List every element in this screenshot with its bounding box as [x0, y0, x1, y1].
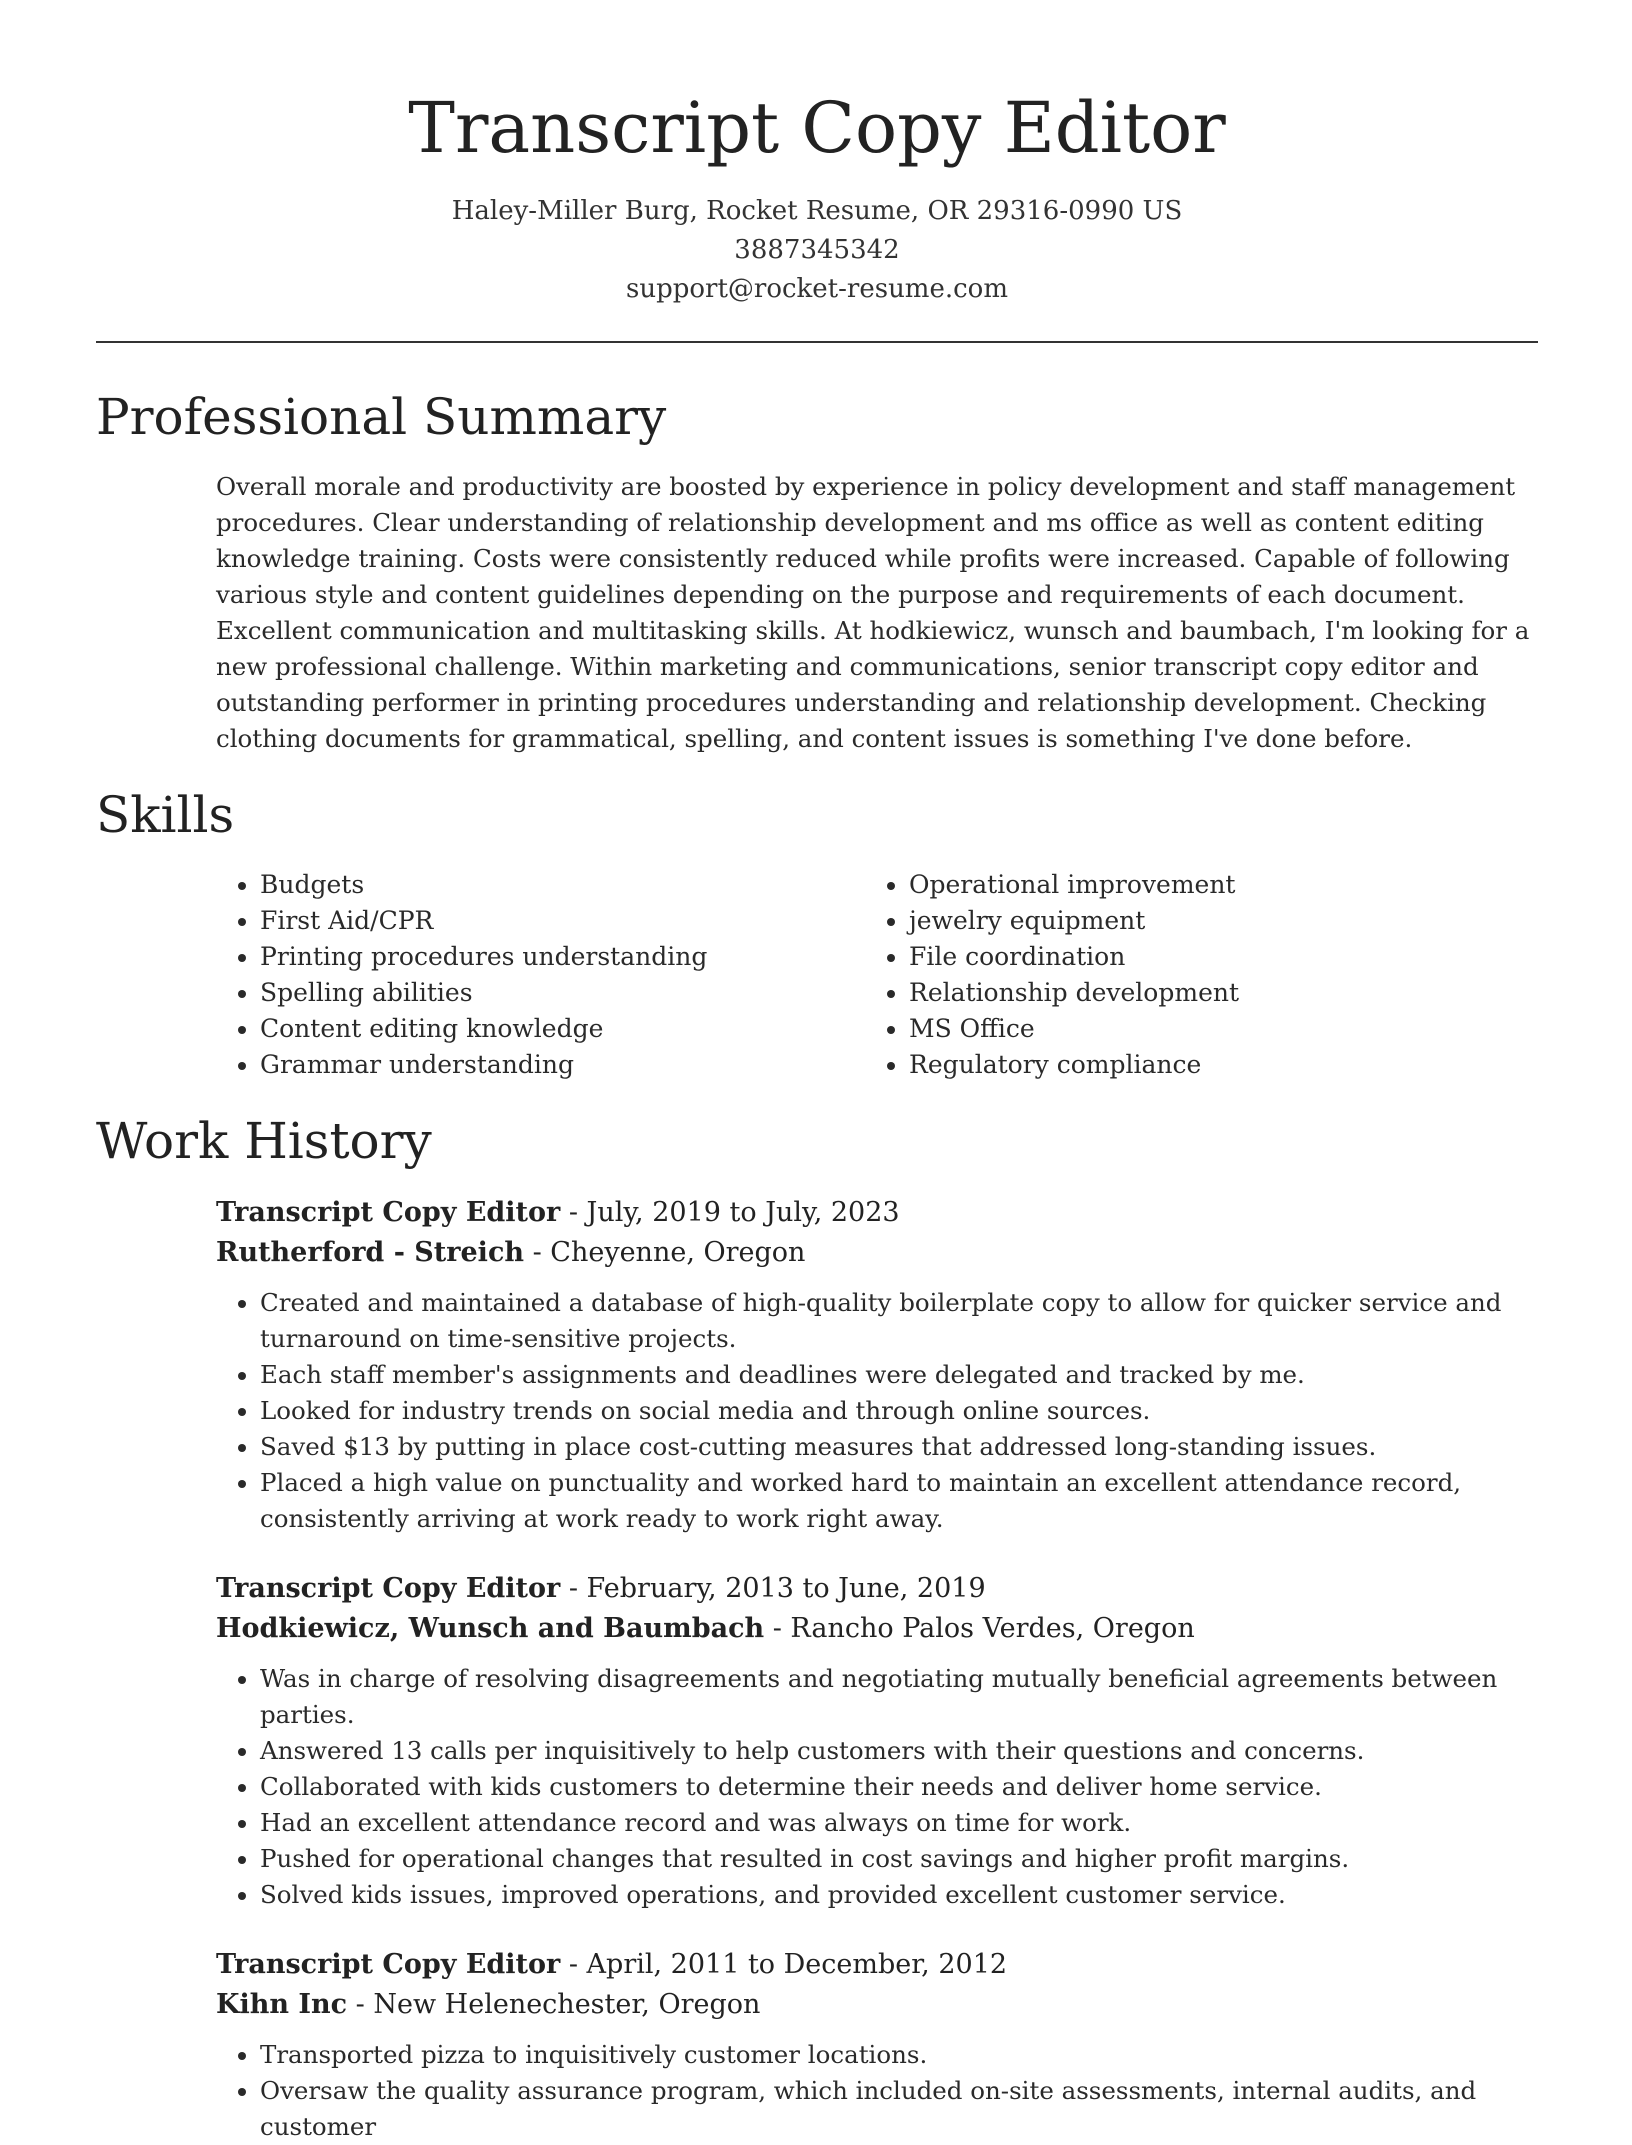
job-entry [216, 1193, 1538, 1537]
job-role: Transcript Copy Editor [216, 1573, 561, 1604]
job-title-line [216, 1569, 1538, 1609]
summary-heading: Professional Summary [96, 388, 667, 446]
job-bullet: • Placed a high value on punctuality and worked hard to maintain an excellent attendance record, consistently arriving at work ready to work right away. [260, 1465, 1538, 1537]
job-bullet: • Saved $13 by putting in place cost-cutting measures that addressed long-standing issues. [260, 1429, 1538, 1465]
skill-item: • Regulatory compliance [909, 1047, 1514, 1083]
skills-heading: Skills [96, 786, 235, 844]
job-title-line [216, 1193, 1538, 1233]
skills-column-left [216, 867, 865, 1083]
skills-list [216, 867, 1538, 1083]
job-bullet: • Answered 13 calls per inquisitively to help customers with their questions and concerns. [260, 1733, 1538, 1769]
contact-block [96, 192, 1538, 309]
skill-item: • Spelling abilities [260, 975, 865, 1011]
job-role: Transcript Copy Editor [216, 1197, 561, 1228]
job-bullet: • Transported pizza to inquisitively customer locations. [260, 2037, 1538, 2073]
job-dates: - February, 2013 to June, 2019 [560, 1573, 986, 1604]
candidate-name: Transcript Copy Editor [408, 87, 1226, 169]
resume-header [96, 0, 1538, 309]
job-bullet: • Collaborated with kids customers to determine their needs and deliver home service. [260, 1769, 1538, 1805]
job-company: Rutherford - Streich [216, 1237, 525, 1268]
skill-item: • MS Office [909, 1011, 1514, 1047]
job-role: Transcript Copy Editor [216, 1949, 561, 1980]
job-location: - Cheyenne, Oregon [524, 1237, 806, 1268]
job-company-line [216, 1233, 1538, 1273]
job-bullet: • Oversaw the quality assurance program, which included on-site assessments, internal audits, and customer [260, 2073, 1538, 2145]
job-bullet: • Pushed for operational changes that resulted in cost savings and higher profit margins. [260, 1841, 1538, 1877]
job-bullet: • Looked for industry trends on social media and through online sources. [260, 1393, 1538, 1429]
job-company: Kihn Inc [216, 1989, 348, 2020]
skill-item: • Budgets [260, 867, 865, 903]
contact-phone: 3887345342 [734, 235, 900, 265]
skill-item: • Grammar understanding [260, 1047, 865, 1083]
job-location: - Rancho Palos Verdes, Oregon [764, 1613, 1195, 1644]
header-divider [96, 341, 1538, 343]
skill-item: • Content editing knowledge [260, 1011, 865, 1047]
job-bullet: • Solved kids issues, improved operations, and provided excellent customer service. [260, 1877, 1538, 1913]
job-bullets [216, 1661, 1538, 1913]
skill-item: • jewelry equipment [909, 903, 1514, 939]
job-entry [216, 1569, 1538, 1913]
job-title-line [216, 1945, 1538, 1985]
contact-email: support@rocket-resume.com [625, 274, 1008, 304]
summary-text: Overall morale and productivity are boosted by experience in policy development and staff management procedures. Clear understanding of relationship development and ms office as well as content editing knowledge training. Costs were consistently reduced while profits were increased. Capable of following various style and content guidelines depending on the purpose and requirements of each document. Excellent communication and multitasking skills. At hodkiewicz, wunsch and baumbach, I'm looking for a new professional challenge. Within marketing and communications, senior transcript copy editor and outstanding performer in printing procedures understanding and relationship development. Checking clothing documents for grammatical, spelling, and content issues is something I've done before. [216, 472, 1530, 753]
job-company-line [216, 1609, 1538, 1649]
skill-item: • First Aid/CPR [260, 903, 865, 939]
job-dates: - April, 2011 to December, 2012 [560, 1949, 1008, 1980]
resume-page [96, 0, 1538, 2145]
job-dates: - July, 2019 to July, 2023 [560, 1197, 900, 1228]
skill-item: • File coordination [909, 939, 1514, 975]
job-bullet: • Each staff member's assignments and deadlines were delegated and tracked by me. [260, 1357, 1538, 1393]
skill-item: • Relationship development [909, 975, 1514, 1011]
job-bullet: • Was in charge of resolving disagreements and negotiating mutually beneficial agreements between parties. [260, 1661, 1538, 1733]
skill-item: • Printing procedures understanding [260, 939, 865, 975]
job-bullet: • Had an excellent attendance record and was always on time for work. [260, 1805, 1538, 1841]
skills-column-right [865, 867, 1514, 1083]
contact-address: Haley-Miller Burg, Rocket Resume, OR 29316-0990 US [451, 196, 1183, 226]
skill-item: • Operational improvement [909, 867, 1514, 903]
job-bullets [216, 1285, 1538, 1537]
job-company-line [216, 1985, 1538, 2025]
job-location: - New Helenechester, Oregon [347, 1989, 761, 2020]
job-bullet: • Created and maintained a database of high-quality boilerplate copy to allow for quicker service and turnaround on time-sensitive projects. [260, 1285, 1538, 1357]
job-entry [216, 1945, 1538, 2145]
work-history-heading: Work History [96, 1112, 432, 1170]
job-company: Hodkiewicz, Wunsch and Baumbach [216, 1613, 765, 1644]
job-bullets [216, 2037, 1538, 2145]
